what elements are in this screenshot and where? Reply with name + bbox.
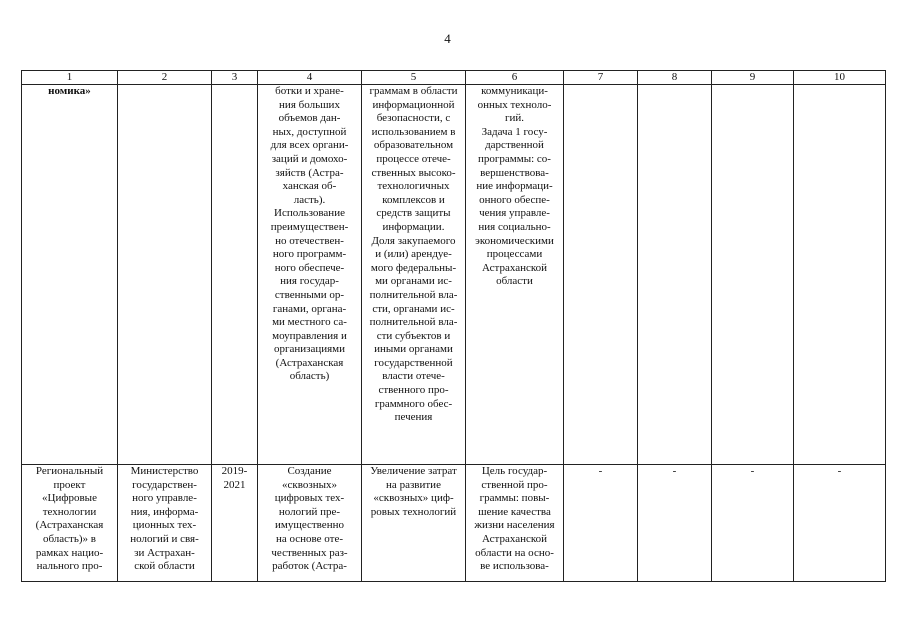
header-cell: 1 bbox=[22, 71, 118, 85]
table-row bbox=[22, 465, 886, 582]
page-number: 4 bbox=[444, 31, 451, 46]
table-cell bbox=[564, 465, 638, 582]
cell-text: ботки и хране- ния больших объемов дан- ных, доступной для всех органи- заций и домохо- зяйств (Астра- ханская об- ласть). Использование преимуществен- но отечествен- ного программ- ного обеспече- ния государ- ственными ор- ганами, органа- ми местного са- моуправления и организациями (Астраханская область) bbox=[270, 85, 349, 383]
header-cell: 9 bbox=[712, 71, 794, 85]
table-cell bbox=[118, 85, 212, 465]
cell-text: Министерство государствен- ного управле- ния, информа- ционных тех- нологий и свя- зи Астрахан- ской области bbox=[130, 465, 199, 573]
table-cell bbox=[22, 85, 118, 465]
header-row bbox=[22, 71, 886, 85]
table-cell bbox=[564, 85, 638, 465]
dash-value: - bbox=[837, 465, 842, 477]
header-cell: 8 bbox=[638, 71, 712, 85]
table-cell bbox=[794, 85, 886, 465]
header-cell: 2 bbox=[118, 71, 212, 85]
table-cell bbox=[258, 85, 362, 465]
table-cell bbox=[118, 465, 212, 582]
table-cell bbox=[466, 85, 564, 465]
dash-value: - bbox=[750, 465, 755, 477]
dash-value: - bbox=[672, 465, 677, 477]
header-cell: 7 bbox=[564, 71, 638, 85]
table-cell bbox=[466, 465, 564, 582]
header-cell: 4 bbox=[258, 71, 362, 85]
table-cell bbox=[362, 85, 466, 465]
table-cell bbox=[212, 465, 258, 582]
cell-text: номика» bbox=[48, 85, 91, 97]
table-cell bbox=[22, 465, 118, 582]
cell-text: граммам в области информационной безопасности, с использованием в образовательном процессе отече- ственных высоко- технологичных комплексов и средств защиты информации. Доля закупаемого и (или) арендуе- мого федеральны- ми органами ис- полнительной вла- сти, органами ис- полнительной вла- сти субъектов и иными органами государственной власти отече- ственного про- граммного обес- печения bbox=[369, 85, 458, 424]
table-cell bbox=[258, 465, 362, 582]
header-cell: 6 bbox=[466, 71, 564, 85]
table-cell bbox=[362, 465, 466, 582]
header-cell: 10 bbox=[794, 71, 886, 85]
cell-text: Создание «сквозных» цифровых тех- нологий пре- имущественно на основе оте- чественных раз- работок (Астра- bbox=[271, 465, 348, 573]
cell-text: 2019- 2021 bbox=[221, 465, 248, 491]
cell-text: Региональный проект «Цифровые технологии (Астраханская область)» в рамках нацио- нального про- bbox=[35, 465, 104, 573]
dash-value: - bbox=[598, 465, 603, 477]
table-cell bbox=[794, 465, 886, 582]
cell-text: Цель государ- ственной про- граммы: повы- шение качества жизни населения Астраханской области на осно- ве использова- bbox=[474, 465, 555, 573]
header-cell: 3 bbox=[212, 71, 258, 85]
table-cell bbox=[212, 85, 258, 465]
cell-text: Увеличение затрат на развитие «сквозных» циф- ровых технологий bbox=[370, 465, 457, 518]
cell-text: коммуникаци- онных техноло- гий. Задача 1 госу- дарственной программы: со- вершенствова- ние информаци- онного обеспе- чения управле- ния социально- экономическими процессами Астраханской области bbox=[475, 85, 554, 288]
table-cell bbox=[638, 85, 712, 465]
table-cell bbox=[712, 465, 794, 582]
table-cell bbox=[712, 85, 794, 465]
table-row bbox=[22, 85, 886, 465]
table-cell bbox=[638, 465, 712, 582]
header-cell: 5 bbox=[362, 71, 466, 85]
program-table bbox=[21, 70, 886, 582]
